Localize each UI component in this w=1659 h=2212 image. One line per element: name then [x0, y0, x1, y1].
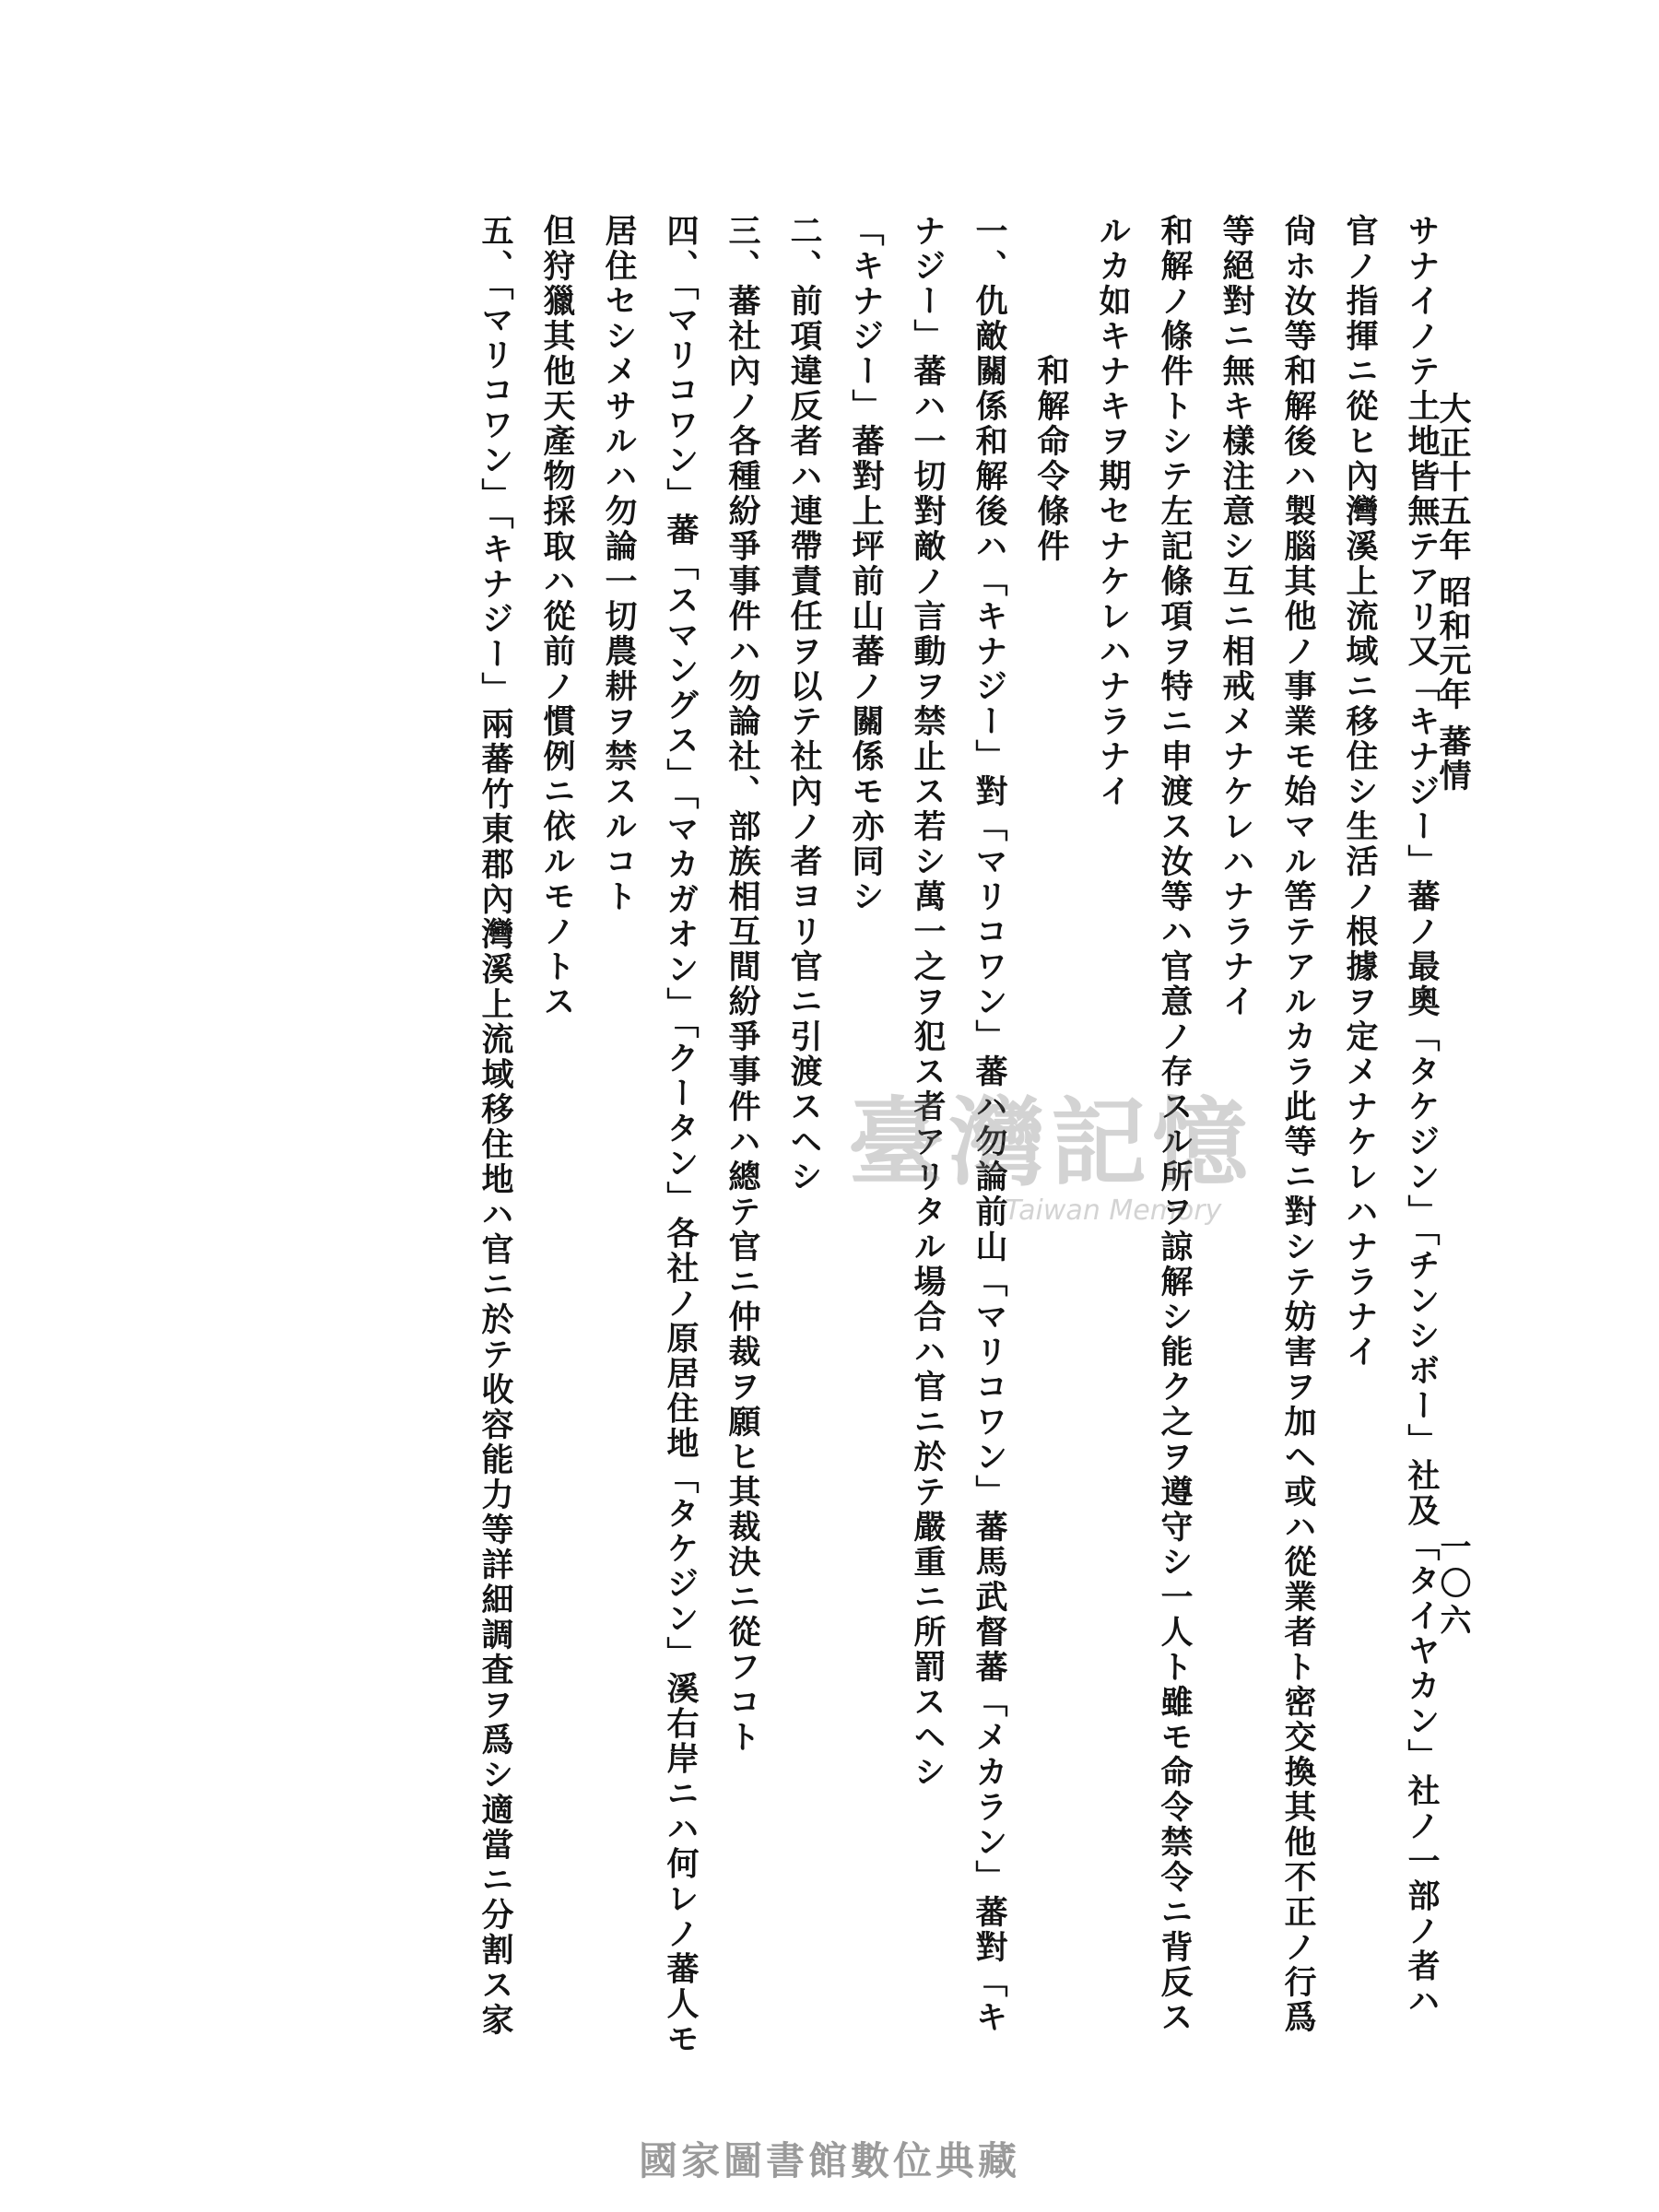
text-column: 官ノ指揮ニ從ヒ內灣溪上流域ニ移住シ生活ノ根據ヲ定メナケレハナラナイ: [1341, 214, 1379, 1370]
text-column: ルカ如キナキヲ期セナケレハナラナイ: [1094, 214, 1132, 809]
text-column: ナジー」蕃ハ一切對敵ノ言動ヲ禁止ス若シ萬一之ヲ犯ス者アリタル場合ハ官ニ於テ嚴重ニ所罰スヘシ: [909, 214, 947, 1790]
body-text: [465, 214, 1453, 2057]
text-column: 五、「マリコワン」「キナジー」兩蕃竹東郡內灣溪上流域移住地ハ官ニ於テ收容能力等詳細調査ヲ爲シ適當ニ分割ス家: [477, 214, 514, 2038]
text-column: サナイノテ土地皆無テアリ又「キナジー」蕃ノ最奧「タケジン」「チンシボー」社及「タイヤカン」社ノ一部ノ者ハ: [1403, 214, 1441, 2019]
text-column: 二、前項違反者ハ連帶責任ヲ以テ社內ノ者ヨリ官ニ引渡スヘシ: [785, 214, 823, 1194]
text-column: 和解ノ條件トシテ左記條項ヲ特ニ申渡ス汝等ハ官意ノ存スル所ヲ諒解シ能ク之ヲ遵守シ一人ト雖モ命令禁令ニ背反ス: [1156, 214, 1194, 2035]
section-heading: 和解命令條件: [1032, 354, 1070, 564]
text-column: 但狩獵其他天產物採取ハ從前ノ慣例ニ依ルモノトス: [538, 214, 576, 1019]
running-header: 大正十五年 昭和元年 蕃情: [1434, 392, 1472, 794]
text-column: 一、仇敵關係和解後ハ「キナジー」對「マリコワン」蕃ハ勿論前山「マリコワン」蕃馬武督蕃「メカラン」蕃對「キ: [971, 214, 1008, 2035]
text-column: 四、「マリコワン」蕃「スマングス」「マカガオン」「クータン」各社ノ原居住地「タケジン」溪右岸ニハ何レノ蕃人モ: [662, 214, 700, 2057]
watermark-latin-text: Taiwan Memory: [1005, 1194, 1222, 1227]
text-column: 「キナジー」蕃對上坪前山蕃ノ關係モ亦同シ: [847, 214, 885, 914]
footer-caption: 國家圖書館數位典藏: [638, 2138, 1020, 2183]
watermark-logo-text: 臺灣記憶: [848, 1086, 1254, 1199]
text-column: 等絕對ニ無キ樣注意シ互ニ相戒メナケレハナラナイ: [1218, 214, 1255, 1019]
page-number: 一〇六: [1434, 1530, 1471, 1641]
text-column: 尙ホ汝等和解後ハ製腦其他ノ事業モ始マル筈テアルカラ此等ニ對シテ妨害ヲ加ヘ或ハ從業者ト密交換其他不正ノ行爲: [1279, 214, 1317, 2035]
text-column: 三、蕃社內ノ各種紛爭事件ハ勿論社、部族相互間紛爭事件ハ總テ官ニ仲裁ヲ願ヒ其裁決ニ從フコト: [724, 214, 761, 1755]
text-column: 居住セシメサルハ勿論一切農耕ヲ禁スルコト: [600, 214, 638, 914]
